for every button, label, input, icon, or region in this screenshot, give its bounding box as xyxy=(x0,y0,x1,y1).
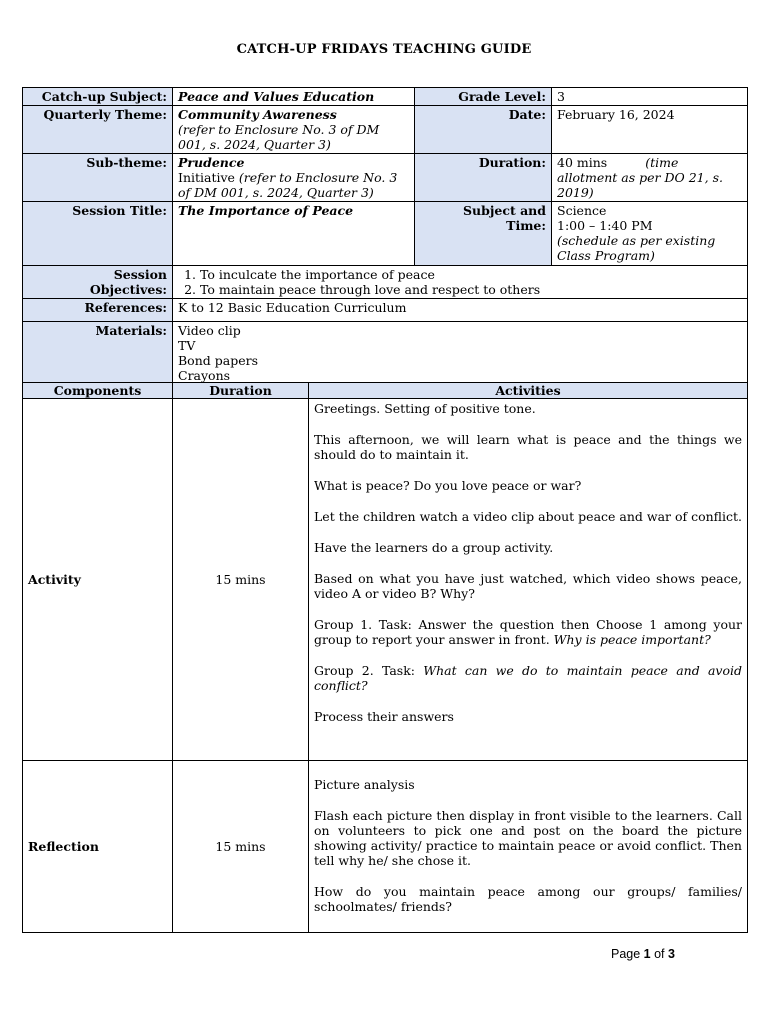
duration-value: 40 mins xyxy=(557,155,608,170)
objectives-label: Session Objectives: xyxy=(23,266,173,299)
grade-value: 3 xyxy=(552,88,748,106)
references-value: K to 12 Basic Education Curriculum xyxy=(173,299,748,322)
theme-note: (refer to Enclosure No. 3 of DM 001, s. 2024, Quarter 3) xyxy=(178,122,380,152)
activity-paragraph: Process their answers xyxy=(314,709,454,724)
activity-details xyxy=(309,399,748,761)
material-item: Bond papers xyxy=(178,353,258,368)
session-title-label: Session Title: xyxy=(23,202,173,266)
subtheme-value: Prudence xyxy=(178,155,245,170)
date-value: February 16, 2024 xyxy=(552,106,748,154)
column-header-components: Components xyxy=(23,383,173,399)
activity-paragraph: This afternoon, we will learn what is peace and the things we should do to maintain it. xyxy=(314,432,742,462)
group2-task: Group 2. Task: xyxy=(314,663,424,678)
activity-component: Activity xyxy=(23,399,173,761)
reflection-paragraph: How do you maintain peace among our groups/ families/ schoolmates/ friends? xyxy=(314,884,742,914)
material-item: Video clip xyxy=(178,323,241,338)
activity-paragraph xyxy=(314,663,742,693)
subject-label: Catch-up Subject: xyxy=(23,88,173,106)
date-label: Date: xyxy=(415,106,552,154)
session-info-table xyxy=(22,87,748,386)
material-item: Crayons xyxy=(178,368,231,383)
activity-paragraph: Greetings. Setting of positive tone. xyxy=(314,401,536,416)
group1-question: Why is peace important? xyxy=(553,632,711,647)
column-header-activities: Activities xyxy=(309,383,748,399)
page-number xyxy=(611,947,675,961)
duration-note: (time allotment as per DO 21, s. 2019) xyxy=(557,155,723,200)
activity-paragraph: Let the children watch a video clip about peace and war of conflict. xyxy=(314,509,743,524)
lesson-plan-table xyxy=(22,382,748,933)
objective-item: 1. To inculcate the importance of peace xyxy=(200,267,742,282)
reflection-paragraph: Picture analysis xyxy=(314,777,415,792)
theme-cell xyxy=(173,106,415,154)
activity-paragraph: What is peace? Do you love peace or war? xyxy=(314,478,582,493)
subject-time-time: 1:00 – 1:40 PM xyxy=(557,218,653,233)
grade-label: Grade Level: xyxy=(415,88,552,106)
subject-value: Peace and Values Education xyxy=(173,88,415,106)
materials-cell xyxy=(173,322,748,386)
page-title: CATCH-UP FRIDAYS TEACHING GUIDE xyxy=(236,42,532,57)
subtheme-cell xyxy=(173,154,415,202)
page-prefix: Page xyxy=(611,947,644,961)
subject-time-note: (schedule as per existing Class Program) xyxy=(557,233,716,263)
subject-time-subject: Science xyxy=(557,203,607,218)
reflection-duration: 15 mins xyxy=(173,761,309,933)
objective-item: 2. To maintain peace through love and respect to others xyxy=(200,282,742,297)
current-page: 1 xyxy=(643,947,651,961)
theme-value: Community Awareness xyxy=(178,107,337,122)
activity-row xyxy=(23,399,748,761)
session-title-value: The Importance of Peace xyxy=(173,202,415,266)
subtheme-label: Sub-theme: xyxy=(23,154,173,202)
duration-cell xyxy=(552,154,748,202)
activity-duration: 15 mins xyxy=(173,399,309,761)
subject-time-cell xyxy=(552,202,748,266)
subtheme-note: (refer to Enclosure No. 3 of DM 001, s. 2024, Quarter 3) xyxy=(178,170,398,200)
column-header-duration: Duration xyxy=(173,383,309,399)
subject-time-label: Subject and Time: xyxy=(415,202,552,266)
reflection-paragraph: Flash each picture then display in front visible to the learners. Call on volunteers to pick one and post on the board the picture showing activity/ practice to maintain peace or avoid conflict. Then tell why he/ she chose it. xyxy=(314,808,742,868)
total-pages: 3 xyxy=(668,947,675,961)
subtheme-plain: Initiative xyxy=(178,170,239,185)
reflection-row xyxy=(23,761,748,933)
objectives-cell xyxy=(173,266,748,299)
group2-question: What can we do to maintain peace and avoid conflict? xyxy=(314,663,742,693)
group1-task: Group 1. Task: Answer the question then Choose 1 among your group to report your answer in front. xyxy=(314,617,742,647)
references-label: References: xyxy=(23,299,173,322)
activity-paragraph: Based on what you have just watched, which video shows peace, video A or video B? Why? xyxy=(314,571,742,601)
reflection-component: Reflection xyxy=(23,761,173,933)
theme-label: Quarterly Theme: xyxy=(23,106,173,154)
activity-paragraph xyxy=(314,617,742,647)
duration-label: Duration: xyxy=(415,154,552,202)
objectives-list xyxy=(178,267,742,297)
material-item: TV xyxy=(178,338,196,353)
reflection-details xyxy=(309,761,748,933)
materials-label: Materials: xyxy=(23,322,173,386)
page-of: of xyxy=(650,947,668,961)
activity-paragraph: Have the learners do a group activity. xyxy=(314,540,554,555)
